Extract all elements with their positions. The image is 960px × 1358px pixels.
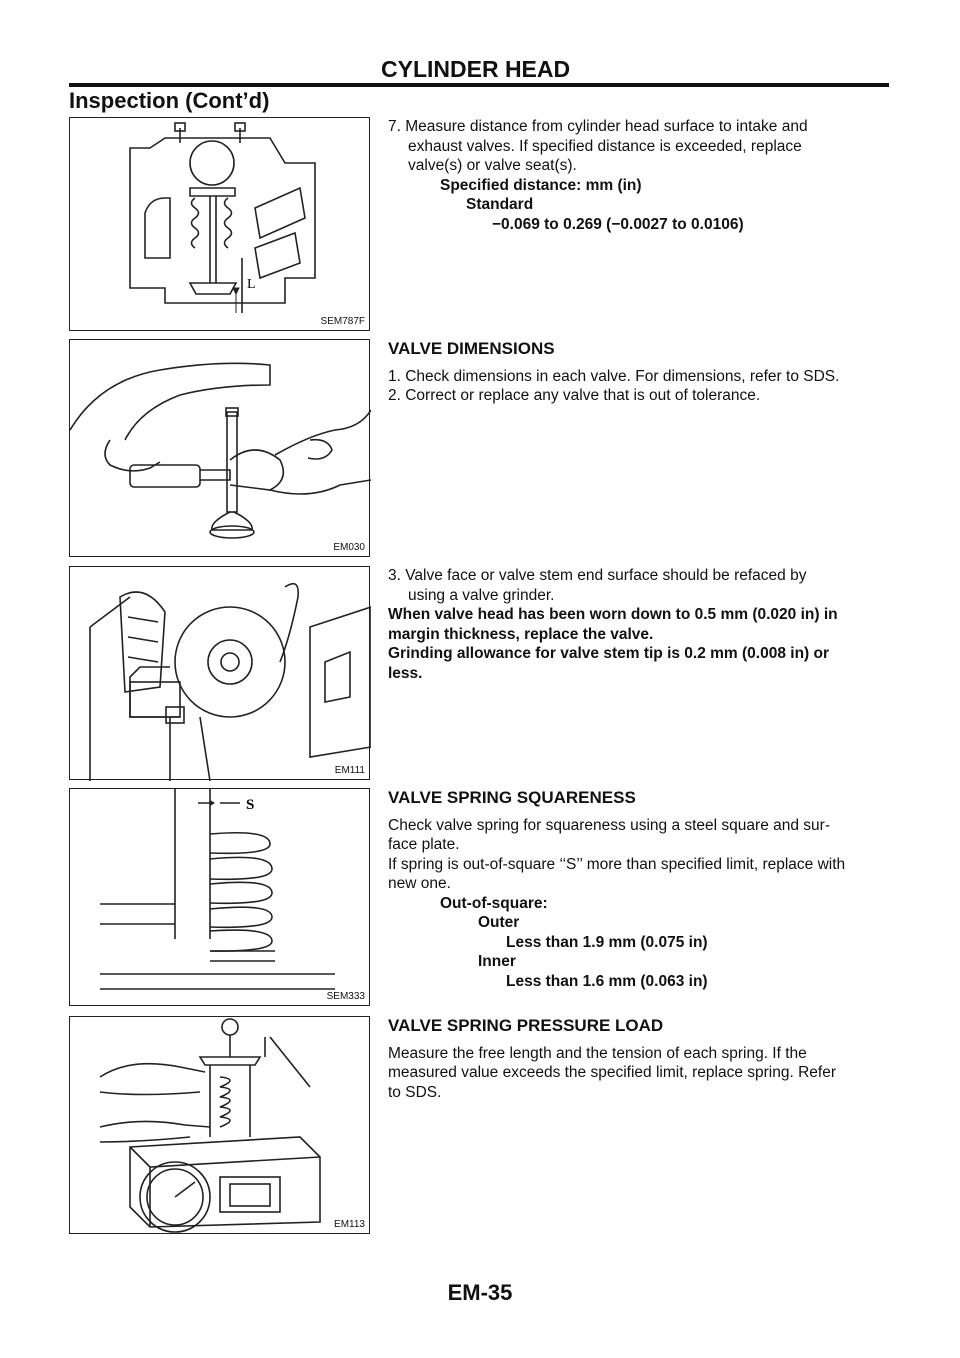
- section-valve-distance: [388, 117, 890, 234]
- warning-line-1: When valve head has been worn down to 0.5 mm (0.020 in) in: [388, 606, 838, 623]
- header-rule: [69, 83, 889, 87]
- pressure-line-2: measured value exceeds the specified limit, replace spring. Refer: [388, 1064, 837, 1081]
- spec-label: Out-of-square:: [440, 894, 548, 912]
- spring-squareness-illustration: [70, 789, 371, 1007]
- spec-value: −0.069 to 0.269 (−0.0027 to 0.0106): [492, 215, 744, 233]
- figure-code: EM111: [334, 765, 365, 776]
- pressure-line-3: to SDS.: [388, 1083, 442, 1101]
- figure-code: SEM333: [326, 991, 365, 1002]
- figure-code: EM030: [333, 542, 365, 553]
- cylinder-head-illustration: [70, 118, 371, 332]
- heading-spring-squareness: VALVE SPRING SQUARENESS: [388, 788, 636, 807]
- figure-spring-squareness: [69, 788, 370, 1006]
- squareness-line-3: If spring is out-of-square ‘‘S’’ more than specified limit, replace with: [388, 855, 846, 873]
- micrometer-illustration: [70, 340, 371, 558]
- grinder-illustration: [70, 567, 371, 781]
- figure-valve-grinder: [69, 566, 370, 780]
- squareness-line-2: face plate.: [388, 836, 460, 853]
- heading-spring-pressure: VALVE SPRING PRESSURE LOAD: [388, 1016, 664, 1035]
- section-subtitle: Inspection (Cont’d): [69, 88, 270, 113]
- page-number: EM-35: [447, 1280, 513, 1305]
- inner-value: Less than 1.6 mm (0.063 in): [506, 972, 708, 990]
- squareness-line-4: new one.: [388, 875, 451, 892]
- label-l: L: [247, 277, 256, 292]
- step-7-cont2: valve(s) or valve seat(s).: [408, 157, 577, 174]
- inner-label: Inner: [478, 953, 516, 970]
- figure-code: SEM787F: [320, 316, 365, 327]
- warning-line-3: Grinding allowance for valve stem tip is 0.2 mm (0.008 in) or: [388, 645, 830, 662]
- warning-line-2: margin thickness, replace the valve.: [388, 625, 654, 643]
- figure-cylinder-head: [69, 117, 370, 331]
- warning-line-4: less.: [388, 664, 423, 682]
- step-2: 2. Correct or replace any valve that is out of tolerance.: [388, 387, 761, 404]
- step-1: 1. Check dimensions in each valve. For dimensions, refer to SDS.: [388, 367, 840, 385]
- section-valve-refacing: [388, 566, 890, 683]
- section-spring-pressure: [388, 1016, 890, 1102]
- pressure-line-1: Measure the free length and the tension of each spring. If the: [388, 1044, 807, 1062]
- label-s: S: [246, 797, 255, 813]
- squareness-line-1: Check valve spring for squareness using a steel square and sur-: [388, 816, 830, 834]
- spring-tester-illustration: [70, 1017, 371, 1235]
- heading-valve-dimensions: VALVE DIMENSIONS: [388, 339, 555, 358]
- step-3: 3. Valve face or valve stem end surface should be refaced by: [388, 567, 807, 584]
- step-3-cont: using a valve grinder.: [408, 586, 555, 604]
- outer-value: Less than 1.9 mm (0.075 in): [506, 933, 708, 951]
- figure-valve-micrometer: [69, 339, 370, 557]
- outer-label: Outer: [478, 914, 520, 931]
- spec-standard: Standard: [466, 196, 534, 213]
- step-7: 7. Measure distance from cylinder head surface to intake and: [388, 118, 808, 135]
- section-title: CYLINDER HEAD: [381, 56, 571, 82]
- figure-spring-tester: [69, 1016, 370, 1234]
- figure-code: EM113: [334, 1219, 365, 1230]
- step-7-cont: exhaust valves. If specified distance is exceeded, replace: [408, 137, 802, 155]
- spec-label: Specified distance: mm (in): [440, 176, 642, 194]
- section-valve-dimensions: [388, 339, 890, 406]
- section-spring-squareness: [388, 788, 890, 991]
